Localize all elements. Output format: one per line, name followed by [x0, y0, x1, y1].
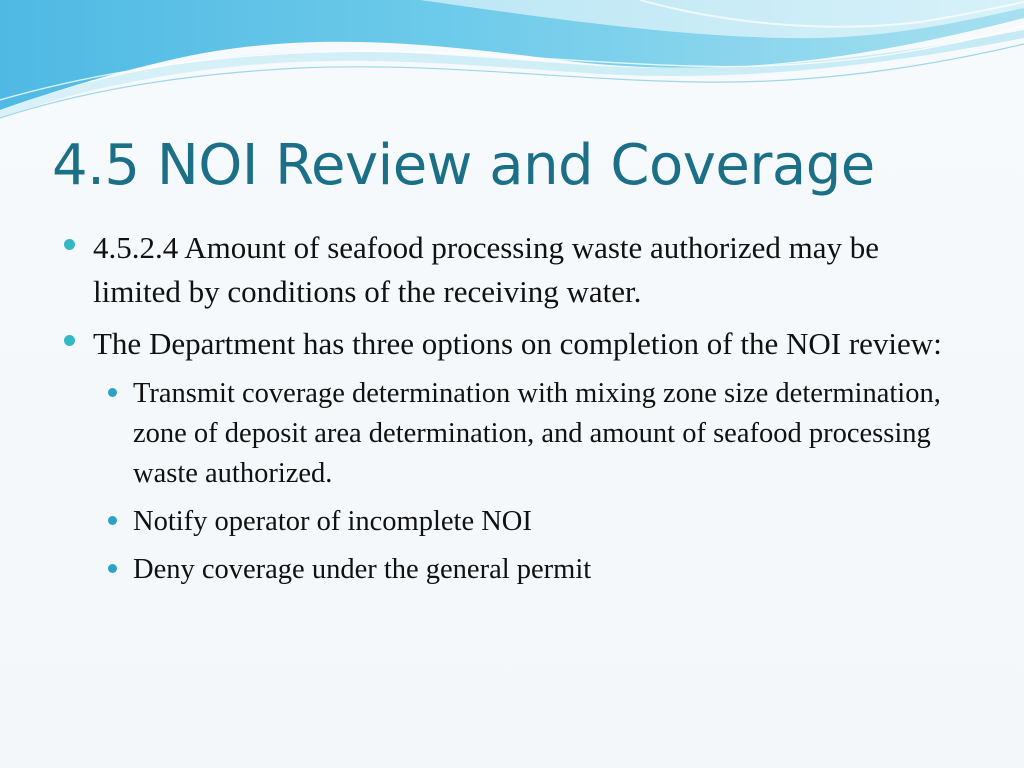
- sub-bullet-item: [62, 550, 972, 590]
- slide-title: 4.5 NOI Review and Coverage: [52, 133, 875, 198]
- sub-bullet-dot-icon: [108, 564, 117, 573]
- sub-bullet-item: [62, 502, 972, 542]
- bullet-item: [62, 322, 972, 366]
- sub-bullet-text: Notify operator of incomplete NOI: [133, 506, 532, 537]
- bullet-dot-icon: [64, 239, 75, 250]
- sub-bullet-dot-icon: [108, 516, 117, 525]
- bullet-dot-icon: [64, 335, 75, 346]
- sub-bullet-text: Deny coverage under the general permit: [133, 554, 592, 585]
- bullet-list: [62, 226, 972, 366]
- sub-bullet-text: Transmit coverage determination with mixing zone size determination, zone of deposit area determination, and amount of seafood processing waste authorized.: [133, 378, 941, 489]
- bullet-item: [62, 226, 972, 314]
- bullet-text: 4.5.2.4 Amount of seafood processing waste authorized may be limited by conditions of the receiving water.: [93, 230, 880, 309]
- sub-bullet-item: [62, 374, 972, 494]
- wave-header-decoration: [0, 0, 1024, 130]
- sub-bullet-dot-icon: [108, 388, 117, 397]
- sub-bullet-list: [62, 374, 972, 590]
- slide-body: [62, 226, 972, 598]
- bullet-text: The Department has three options on completion of the NOI review:: [93, 326, 942, 361]
